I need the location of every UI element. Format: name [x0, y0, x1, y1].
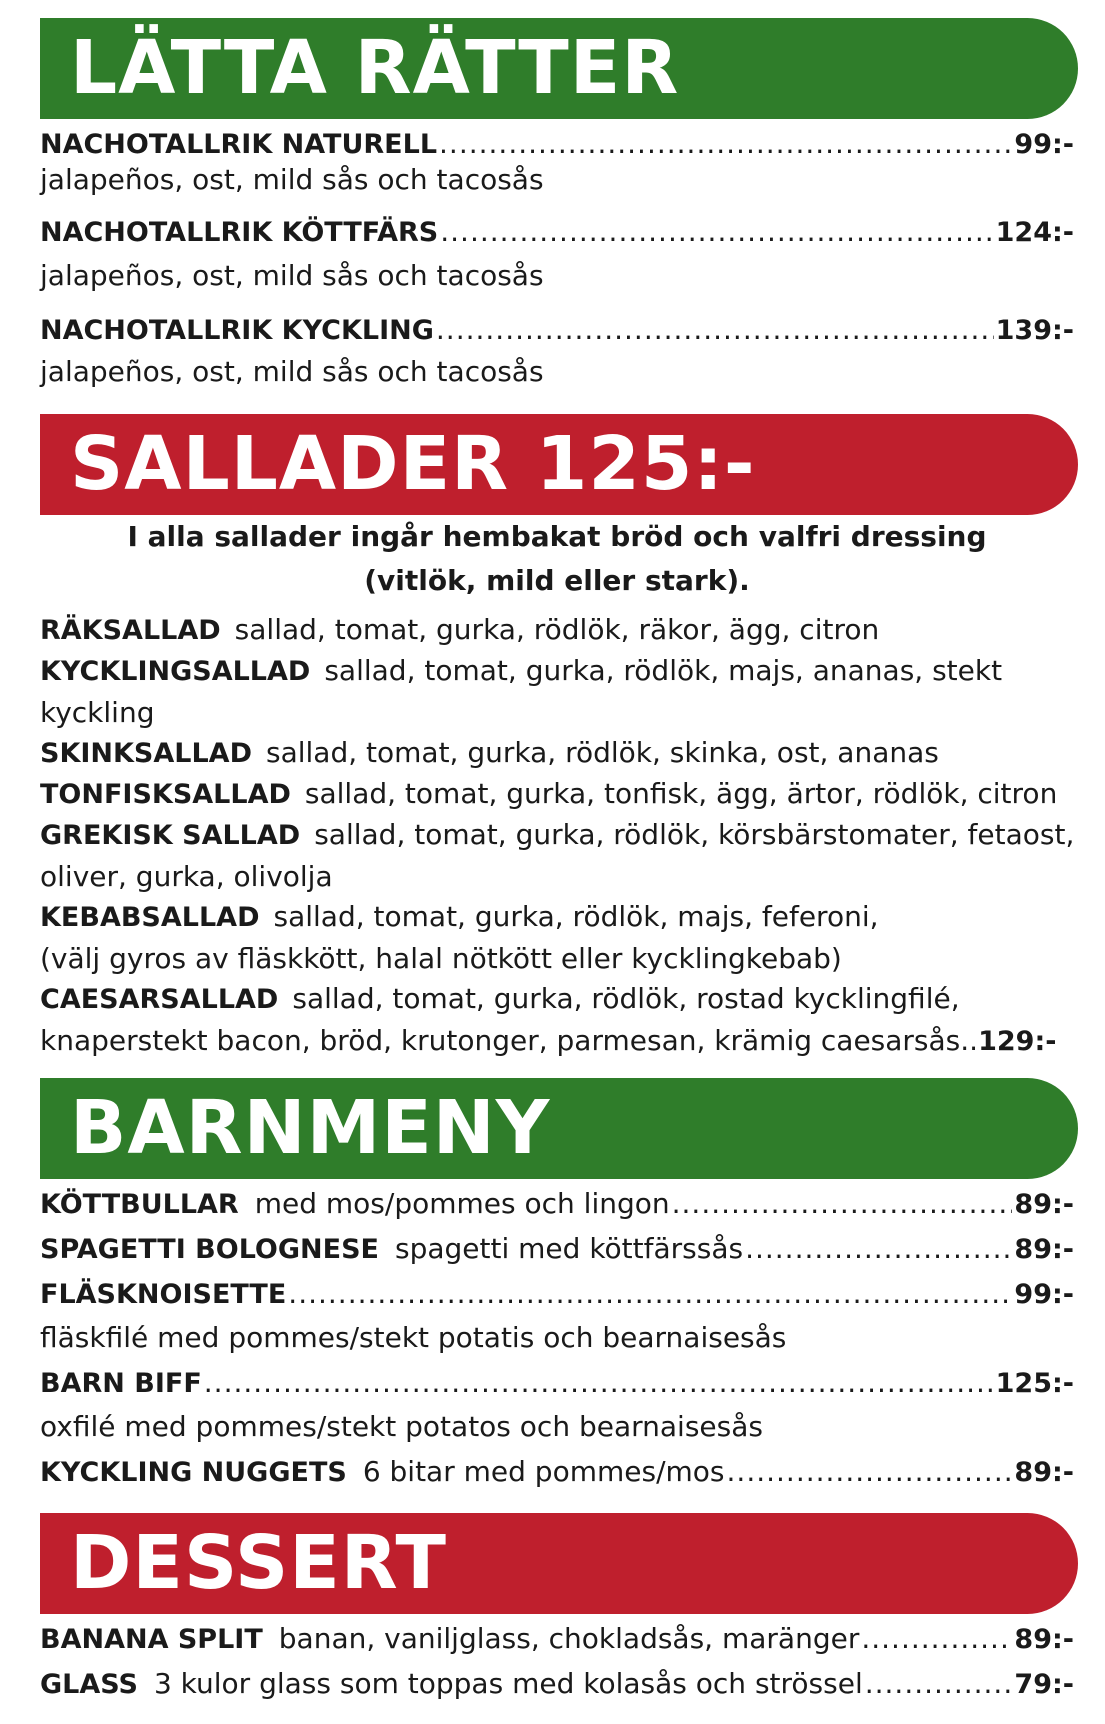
item-price: 124:- — [995, 217, 1074, 248]
item-description: 3 kulor glass som toppas med kolasås och strössel — [153, 1667, 863, 1700]
item-price: 89:- — [1014, 1189, 1074, 1220]
section-header-sallader: SALLADER 125:- — [40, 414, 1078, 515]
section-header-dessert: DESSERT — [40, 1513, 1078, 1614]
item-name: RÄKSALLAD — [40, 615, 221, 646]
menu-item-glass — [40, 1664, 1074, 1705]
item-name: TONFISKSALLAD — [40, 779, 291, 810]
dot-leader — [672, 1184, 1013, 1224]
item-description-extra: (välj gyros av fläskkött, halal nötkött eller kycklingkebab) — [40, 942, 842, 975]
item-price: 89:- — [1014, 1457, 1074, 1488]
dot-leader — [865, 1664, 1013, 1704]
salad-note-line1: I alla sallader ingår hembakat bröd och valfri dressing — [127, 520, 987, 553]
item-description: sallad, tomat, gurka, tonfisk, ägg, ärtor, rödlök, citron — [304, 777, 1058, 810]
dot-leader — [861, 1619, 1012, 1659]
item-name: GREKISK SALLAD — [40, 820, 301, 851]
salad-item-kycklingsallad — [40, 650, 1080, 733]
dot-leader — [745, 1229, 1012, 1269]
item-price: 89:- — [1014, 1624, 1074, 1655]
menu-item-nacho-kottfars — [40, 212, 1074, 253]
item-price: 99:- — [1014, 129, 1074, 160]
item-name: SKINKSALLAD — [40, 738, 252, 769]
item-description: 6 bitar med pommes/mos — [362, 1455, 725, 1488]
item-price: 139:- — [995, 315, 1074, 346]
salad-item-raksallad — [40, 609, 1080, 651]
item-price: 125:- — [995, 1368, 1074, 1399]
item-price: 89:- — [1014, 1234, 1074, 1265]
item-description: fläskfilé med pommes/stekt potatis och bearnaisesås — [40, 1321, 787, 1354]
item-name: SPAGETTI BOLOGNESE — [40, 1234, 379, 1265]
item-description: jalapeños, ost, mild sås och tacosås — [40, 355, 544, 388]
dot-leader — [204, 1363, 994, 1403]
menu-item-nacho-kyckling — [40, 310, 1074, 351]
item-name: KÖTTBULLAR — [40, 1189, 239, 1220]
item-price: 79:- — [1014, 1669, 1074, 1700]
item-description: banan, vaniljglass, chokladsås, maränger — [278, 1622, 860, 1655]
menu-item-kyckling-nuggets — [40, 1452, 1074, 1493]
item-description: sallad, tomat, gurka, rödlök, rostad kycklingfilé, knaperstekt bacon, bröd, krutonger, parmesan, krämig caesarsås.. — [40, 982, 979, 1057]
salad-item-kebabsallad — [40, 896, 1080, 979]
salad-item-caesarsallad — [40, 978, 1080, 1062]
item-name: BARN BIFF — [40, 1368, 202, 1399]
item-description: jalapeños, ost, mild sås och tacosås — [40, 259, 544, 292]
item-name: KYCKLING NUGGETS — [40, 1457, 347, 1488]
item-price: 99:- — [1014, 1279, 1074, 1310]
menu-item-kottbullar — [40, 1184, 1074, 1225]
menu-item-spagetti-bolognese — [40, 1229, 1074, 1270]
dot-leader — [436, 310, 994, 350]
item-name: NACHOTALLRIK KÖTTFÄRS — [40, 217, 439, 248]
menu-item-barn-biff — [40, 1363, 1074, 1404]
menu-item-banana-split — [40, 1619, 1074, 1660]
section-header-barnmeny: BARNMENY — [40, 1078, 1078, 1179]
item-name: NACHOTALLRIK KYCKLING — [40, 315, 434, 346]
item-description: sallad, tomat, gurka, rödlök, körsbärstomater, fetaost, oliver, gurka, olivolja — [40, 818, 1075, 893]
item-name: KEBABSALLAD — [40, 902, 260, 933]
item-name: FLÄSKNOISETTE — [40, 1279, 287, 1310]
dot-leader — [288, 1274, 1012, 1314]
dot-leader — [440, 212, 993, 252]
item-description: sallad, tomat, gurka, rödlök, majs, ananas, stekt kyckling — [40, 654, 1003, 729]
salad-note-line2: (vitlök, mild eller stark). — [364, 564, 750, 597]
item-description: med mos/pommes och lingon — [254, 1187, 670, 1220]
item-name: NACHOTALLRIK NATURELL — [40, 129, 438, 160]
item-description: jalapeños, ost, mild sås och tacosås — [40, 163, 544, 196]
item-description: spagetti med köttfärssås — [394, 1232, 744, 1265]
salad-item-tonfisksallad — [40, 773, 1080, 815]
item-name: BANANA SPLIT — [40, 1624, 263, 1655]
item-name: GLASS — [40, 1669, 138, 1700]
item-name: KYCKLINGSALLAD — [40, 656, 311, 687]
section-header-latta-ratter: LÄTTA RÄTTER — [40, 18, 1078, 119]
salad-item-skinksallad — [40, 732, 1080, 774]
item-name: CAESARSALLAD — [40, 984, 279, 1015]
item-description: oxfilé med pommes/stekt potatos och bearnaisesås — [40, 1410, 763, 1443]
menu-item-nacho-naturell — [40, 124, 1074, 165]
menu-item-flasknoisette — [40, 1274, 1074, 1315]
item-description: sallad, tomat, gurka, rödlök, räkor, ägg, citron — [234, 613, 880, 646]
salad-item-grekisk-sallad — [40, 814, 1080, 897]
item-description: sallad, tomat, gurka, rödlök, skinka, ost, ananas — [266, 736, 939, 769]
item-price: 129:- — [978, 1026, 1057, 1057]
dot-leader — [727, 1452, 1013, 1492]
item-description: sallad, tomat, gurka, rödlök, majs, feferoni, — [273, 900, 879, 933]
dot-leader — [439, 124, 1012, 164]
